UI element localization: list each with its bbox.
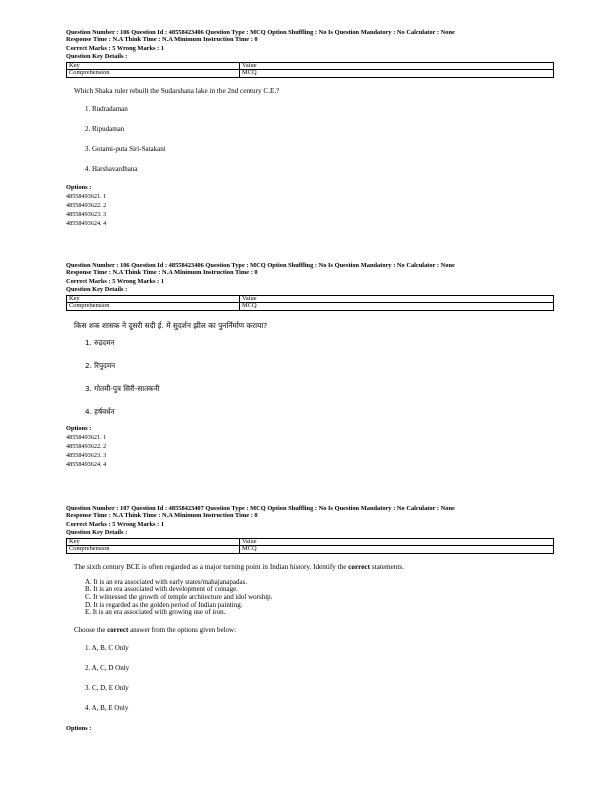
table-cell-value: MCQ: [240, 70, 554, 78]
question-text: Which Shaka ruler rebuilt the Sudarshana lake in the 2nd century C.E.?: [74, 86, 280, 95]
table-header-key: Key: [67, 538, 240, 546]
table-row: [67, 303, 554, 311]
question-marks: Correct Marks : 5 Wrong Marks : 1: [66, 277, 165, 285]
choose-text-part: Choose the: [74, 625, 108, 634]
key-details-label: Question Key Details :: [66, 529, 128, 537]
answer-option-3: 3. C, D, E Only: [85, 683, 129, 692]
question-text-part: statements.: [370, 562, 404, 571]
statement-b: B. It is an era associated with development of coinage.: [85, 585, 238, 594]
table-row: [67, 70, 554, 78]
choose-text-part: answer from the options given below:: [128, 625, 237, 634]
question-meta-line2: Response Time : N.A Think Time : N.A Minimum Instruction Time : 0: [66, 36, 258, 44]
option-id: 48558493621. 1: [66, 192, 107, 200]
statement-e: E. It is an era associated with growing use of iron.: [85, 608, 226, 617]
table-header-row: [67, 538, 554, 546]
table-header-value: Value: [240, 295, 554, 303]
answer-option-4: 4. हर्षवर्धन: [85, 406, 115, 416]
question-text-emphasis: correct: [348, 562, 371, 571]
choose-instruction: [74, 626, 554, 634]
key-details-table: [66, 538, 554, 554]
question-text: किस शक शासक ने दूसरी सदी ई. में सुदर्शन झील का पुनर्निर्माण कराया?: [74, 320, 268, 330]
table-cell-key: Comprehension: [67, 70, 240, 78]
answer-option-2: 2. A, C, D Only: [85, 663, 130, 672]
question-block-106-en: [66, 29, 554, 228]
answer-option-3: 3. गोतमी-पुत्र सिरी-सातकनी: [85, 383, 160, 393]
answer-option-3: 3. Gotami-puta Siri-Satakani: [85, 144, 166, 153]
key-details-label: Question Key Details :: [66, 53, 128, 61]
table-header-key: Key: [67, 295, 240, 303]
question-text-part: The sixth century BCE is often regarded as a major turning point in Indian history. Identify the: [74, 562, 349, 571]
table-header-value: Value: [240, 538, 554, 546]
answer-option-2: 2. रिपुदमन: [85, 360, 116, 370]
key-details-label: Question Key Details :: [66, 286, 128, 294]
question-marks: Correct Marks : 5 Wrong Marks : 1: [66, 44, 165, 52]
option-id: 48558493622. 2: [66, 201, 107, 209]
choose-text-emphasis: correct: [107, 625, 129, 634]
table-header-row: [67, 62, 554, 70]
option-id: 48558493622. 2: [66, 442, 107, 450]
answer-option-4: 4. A, B, E Only: [85, 703, 129, 712]
options-label: Options :: [66, 183, 92, 191]
question-block-107-en: [66, 505, 554, 733]
table-cell-key: Comprehension: [67, 303, 240, 311]
question-meta-line1: Question Number : 107 Question Id : 48558423407 Question Type : MCQ Option Shuffling : No Is Question Mandatory : No Calculator : None: [66, 505, 455, 512]
table-header-row: [67, 295, 554, 303]
option-id: 48558493621. 1: [66, 433, 107, 441]
answer-option-1: 1. A, B, C Only: [85, 643, 129, 652]
question-block-106-hi: [66, 262, 554, 469]
table-cell-key: Comprehension: [67, 546, 240, 554]
option-id: 48558493624. 4: [66, 219, 107, 227]
table-cell-value: MCQ: [240, 303, 554, 311]
answer-option-2: 2. Ripudaman: [85, 124, 125, 133]
answer-option-1: 1. Rudradaman: [85, 104, 128, 113]
option-id: 48558493624. 4: [66, 460, 107, 468]
statement-c: C. It witnessed the growth of temple architecture and idol worship.: [85, 593, 273, 601]
question-meta-line1: Question Number : 106 Question Id : 48558423406 Question Type : MCQ Option Shuffling : No Is Question Mandatory : No Calculator : None: [66, 262, 455, 269]
options-label: Options :: [66, 424, 92, 432]
question-meta-line2: Response Time : N.A Think Time : N.A Minimum Instruction Time : 0: [66, 269, 258, 277]
statement-d: D. It is regarded as the golden period of Indian painting.: [85, 600, 243, 609]
answer-option-4: 4. Harshavardhana: [85, 164, 138, 173]
question-text: [74, 563, 554, 572]
key-details-table: [66, 62, 554, 78]
option-id: 48558493623. 3: [66, 210, 107, 218]
statement-a: A. It is an era associated with early states/mahajanapadas.: [85, 577, 248, 586]
table-row: [67, 546, 554, 554]
question-marks: Correct Marks : 5 Wrong Marks : 1: [66, 520, 165, 528]
option-id: 48558493623. 3: [66, 451, 107, 459]
key-details-table: [66, 295, 554, 311]
table-cell-value: MCQ: [240, 546, 554, 554]
question-meta-line2: Response Time : N.A Think Time : N.A Minimum Instruction Time : 0: [66, 512, 258, 520]
table-header-value: Value: [240, 62, 554, 70]
answer-option-1: 1. रुद्रदमन: [85, 337, 115, 347]
table-header-key: Key: [67, 62, 240, 70]
options-label: Options :: [66, 724, 92, 732]
question-meta-line1: Question Number : 106 Question Id : 48558423406 Question Type : MCQ Option Shuffling : No Is Question Mandatory : No Calculator : None: [66, 29, 455, 36]
